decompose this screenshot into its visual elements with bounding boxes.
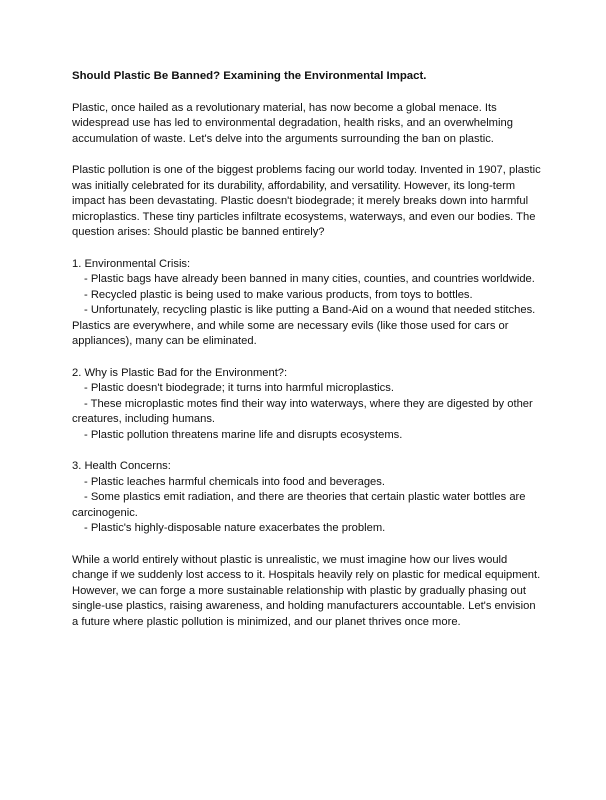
list-item: - Plastic leaches harmful chemicals into food and beverages. xyxy=(84,475,385,488)
section-environmental-crisis xyxy=(72,257,542,350)
list-item: - Plastic pollution threatens marine life and disrupts ecosystems. xyxy=(84,428,403,441)
list-item: - Plastic's highly-disposable nature exacerbates the problem. xyxy=(84,522,386,534)
section-heading: 2. Why is Plastic Bad for the Environment?: xyxy=(72,366,288,379)
list-item: - Plastic bags have already been banned in many cities, counties, and countries worldwide. xyxy=(84,273,535,285)
list-item: - Some plastics emit radiation, and there are theories that certain plastic water bottles are carcinogenic. xyxy=(72,491,526,519)
intro-paragraph: Plastic, once hailed as a revolutionary material, has now become a global menace. Its widespread use has led to environmental degradation, health risks, and an overwhelming accumulation of waste. Let's delve into the arguments surrounding the ban on plastic. xyxy=(72,101,513,145)
list-item: - These microplastic motes find their way into waterways, where they are digested by other creatures, including humans. xyxy=(72,397,533,425)
document-body xyxy=(72,69,542,646)
section-heading: 1. Environmental Crisis: xyxy=(72,257,191,270)
list-item: - Recycled plastic is being used to make various products, from toys to bottles. xyxy=(84,288,473,301)
conclusion-paragraph: While a world entirely without plastic is unrealistic, we must imagine how our lives would change if we suddenly lost access to it. Hospitals heavily rely on plastic for medical equipment. However, we can forge a more sustainable relationship with plastic by gradually phasing out single-use plastics, raising awareness, and holding manufacturers accountable. Let's envision a future where plastic pollution is minimized, and our planet thrives once more. xyxy=(72,553,541,628)
list-item: - Unfortunately, recycling plastic is like putting a Band-Aid on a wound that needed stitches. Plastics are everywhere, and while some are necessary evils (like those used for cars or appliances), many can be eliminated. xyxy=(72,304,536,347)
context-paragraph: Plastic pollution is one of the biggest problems facing our world today. Invented in 1907, plastic was initially celebrated for its durability, affordability, and versatility. However, its long-term impact has been devastating. Plastic doesn't biodegrade; it merely breaks down into harmful microplastics. These tiny particles infiltrate ecosystems, waterways, and even our bodies. The question arises: Should plastic be banned entirely? xyxy=(72,164,541,238)
section-heading: 3. Health Concerns: xyxy=(72,460,171,472)
section-why-plastic-bad xyxy=(72,366,542,444)
list-item: - Plastic doesn't biodegrade; it turns into harmful microplastics. xyxy=(84,382,394,394)
section-health-concerns xyxy=(72,459,542,537)
document-title: Should Plastic Be Banned? Examining the Environmental Impact. xyxy=(72,70,427,82)
